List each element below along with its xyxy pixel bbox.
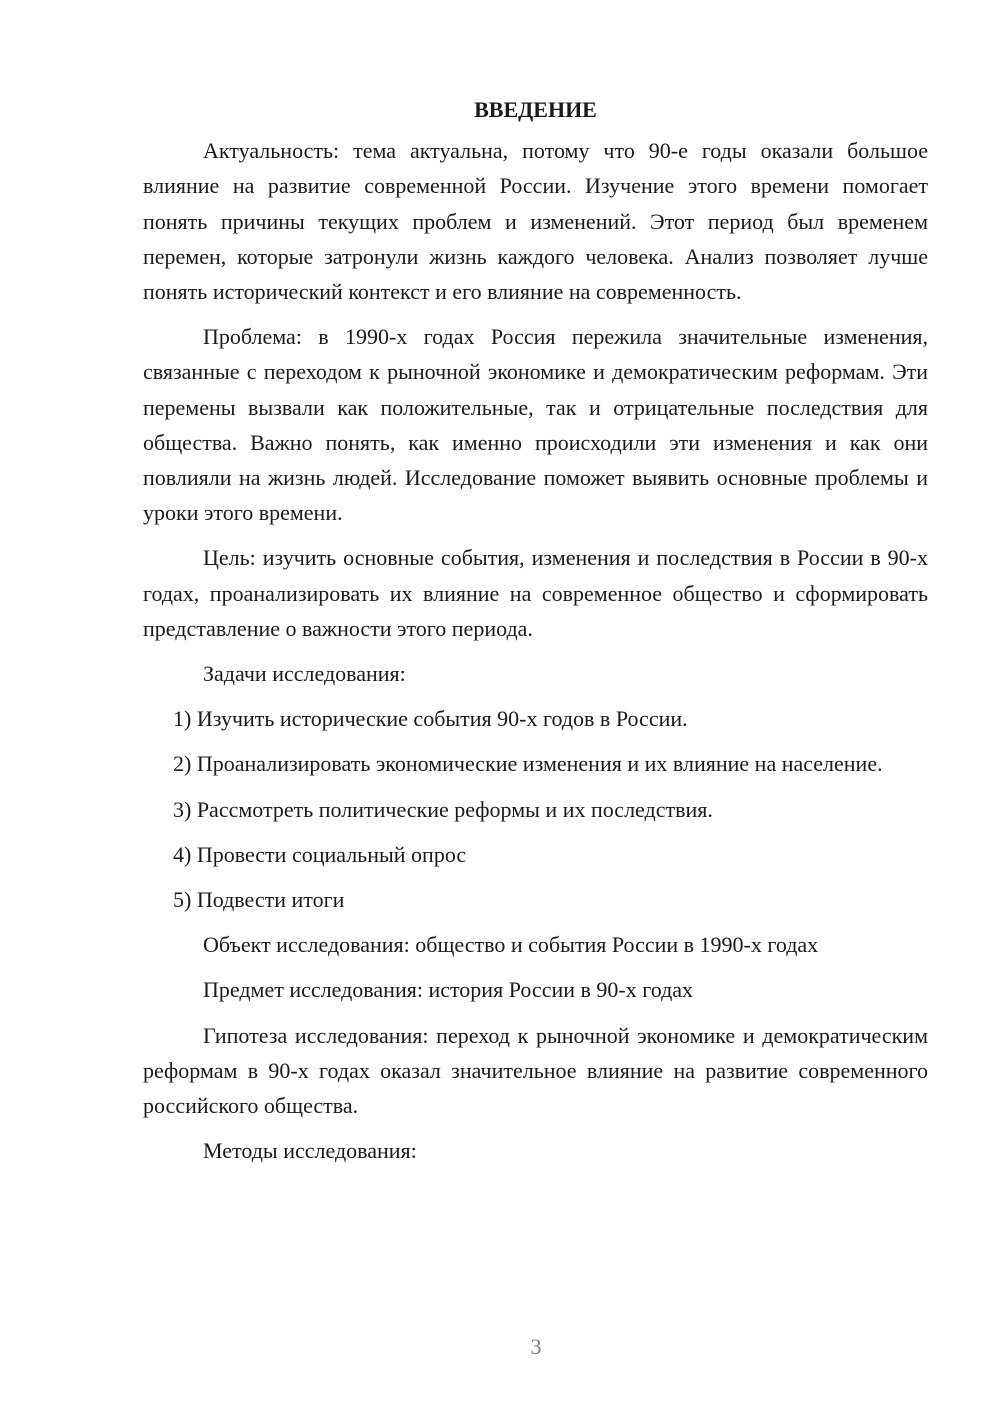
task-item-3: 3) Рассмотреть политические реформы и их последствия. (173, 796, 713, 822)
page-number: 3 (530, 1334, 542, 1359)
problem-paragraph: Проблема: в 1990-х годах Россия пережила значительные изменения, связанные с переходом к рыночной экономике и демократическим реформам. Эти перемены вызвали как положительные, так и отрицательные последствия для общества. Важно понять, как именно происходили эти изменения и как они повлияли на жизнь людей. Исследование поможет выявить основные проблемы и уроки этого времени. (143, 324, 928, 526)
subject-paragraph: Предмет исследования: история России в 90-х годах (203, 977, 694, 1003)
methods-heading: Методы исследования: (203, 1138, 417, 1164)
object-paragraph: Объект исследования: общество и события России в 1990-х годах (203, 932, 819, 958)
relevance-paragraph: Актуальность: тема актуальна, потому что 90-е годы оказали большое влияние на развитие современной России. Изучение этого времени помогает понять причины текущих проблем и изменений. Этот период был временем перемен, которые затронули жизнь каждого человека. Анализ позволяет лучше понять исторический контекст и его влияние на современность. (143, 138, 928, 305)
task-item-5: 5) Подвести итоги (173, 887, 345, 913)
goal-paragraph: Цель: изучить основные события, изменения и последствия в России в 90-х годах, проанализировать их влияние на современное общество и сформировать представление о важности этого периода. (143, 545, 928, 641)
document-page (143, 92, 928, 1178)
task-item-2: 2) Проанализировать экономические изменения и их влияние на население. (173, 751, 883, 777)
task-item-4: 4) Провести социальный опрос (173, 841, 467, 867)
task-item-1: 1) Изучить исторические события 90-х годов в России. (173, 706, 688, 732)
hypothesis-paragraph: Гипотеза исследования: переход к рыночной экономике и демократическим реформам в 90-х годах оказал значительное влияние на развитие современного российского общества. (143, 1022, 928, 1119)
section-title: ВВЕДЕНИЕ (474, 97, 597, 122)
tasks-heading: Задачи исследования: (203, 661, 406, 687)
